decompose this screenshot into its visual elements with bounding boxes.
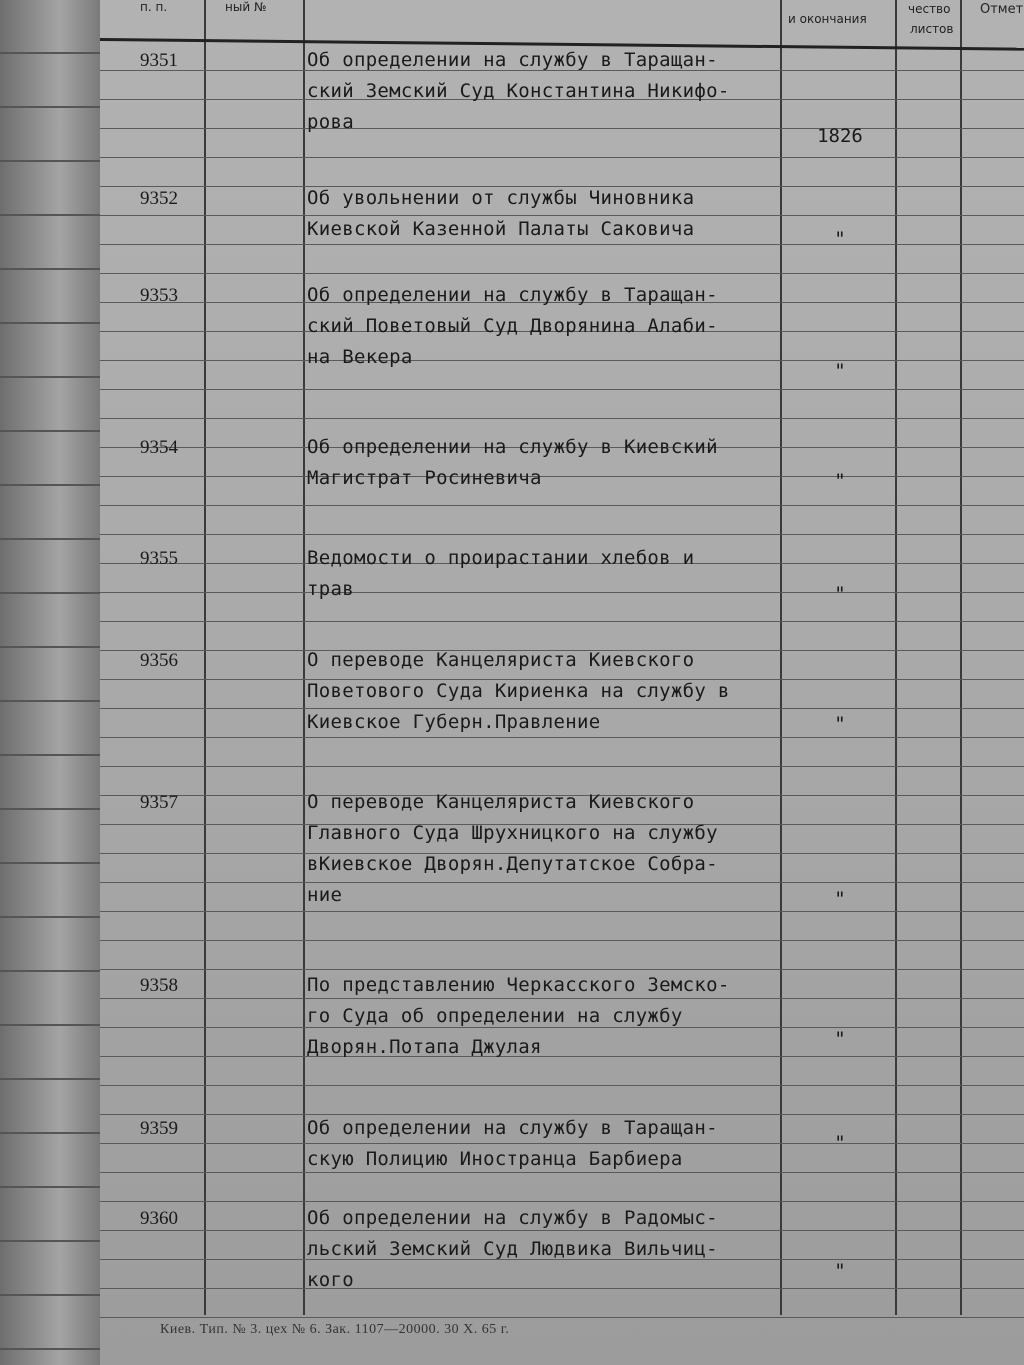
entry-date: " [834,1028,846,1050]
ruled-line [100,1317,1024,1318]
ruled-line [100,911,1024,912]
entry-date: " [834,1132,846,1154]
header-col-sheets-1: чество [908,2,951,16]
entry-title: О переводе Канцеляриста Киевского Главного Суда Шрухницкого на службу вКиевское Дворян.Депутатское Собра- ние [307,791,718,906]
entry-title: По представлению Черкасского Земско- го Суда об определении на службу Дворян.Потапа Джулая [307,974,730,1058]
entry-title: Об определении на службу в Таращан- ский Земский Суд Константина Никифо- рова [307,49,730,133]
ruled-line [100,273,1024,274]
ruled-line [100,389,1024,390]
entry-date: " [834,888,846,910]
facing-page-edge [0,0,100,1365]
entry-number: 9360 [140,1208,178,1229]
entry-date: " [834,360,846,382]
entry-date: " [834,1260,846,1282]
column-divider [960,0,962,1315]
entry-number: 9354 [140,437,178,458]
entry-date: 1826 [817,125,863,147]
header-col-remarks: Отмет [980,2,1024,17]
entry-title: Ведомости о проирастании хлебов и трав [307,547,695,600]
entry-number: 9353 [140,285,178,306]
printer-imprint: Киев. Тип. № 3. цех № 6. Зак. 1107—20000. 30 X. 65 г. [160,1322,510,1337]
entry-date: " [834,713,846,735]
entry-number: 9358 [140,975,178,996]
header-col-sheets-2: листов [910,22,954,36]
entry-number: 9351 [140,50,178,71]
entry-date: " [834,228,846,250]
entry-number: 9359 [140,1118,178,1139]
ruled-line [100,766,1024,767]
entry-title: Об определении на службу в Таращан- скую Полицию Иностранца Барбиера [307,1117,718,1170]
entry-title: Об определении на службу в Таращан- ский Поветовый Суд Дворянина Алаби- на Векера [307,284,718,368]
entry-number: 9352 [140,188,178,209]
ruled-line [100,1085,1024,1086]
entry-number: 9356 [140,650,178,671]
column-divider [895,0,897,1315]
entry-title: Об увольнении от службы Чиновника Киевской Казенной Палаты Саковича [307,187,695,240]
entry-number: 9355 [140,548,178,569]
ruled-line [100,940,1024,941]
ruled-line [100,418,1024,419]
entry-date: " [834,470,846,492]
ruled-line [100,621,1024,622]
entry-title: О переводе Канцеляриста Киевского Поветового Суда Кириенка на службу в Киевское Губерн.Правление [307,649,730,733]
column-divider [303,0,305,1315]
ruled-line [100,534,1024,535]
header-col-inventory: ный № [225,0,267,14]
entry-title: Об определении на службу в Радомыс- льский Земский Суд Людвика Вильчиц- кого [307,1207,718,1291]
entry-title: Об определении на службу в Киевский Магистрат Росиневича [307,436,718,489]
entry-date: " [834,583,846,605]
ruled-line [100,157,1024,158]
ruled-line [100,505,1024,506]
header-col-number: п. п. [140,0,168,14]
entry-number: 9357 [140,792,178,813]
column-divider [204,0,206,1315]
header-col-dates: и окончания [788,12,867,26]
ruled-line [100,1201,1024,1202]
